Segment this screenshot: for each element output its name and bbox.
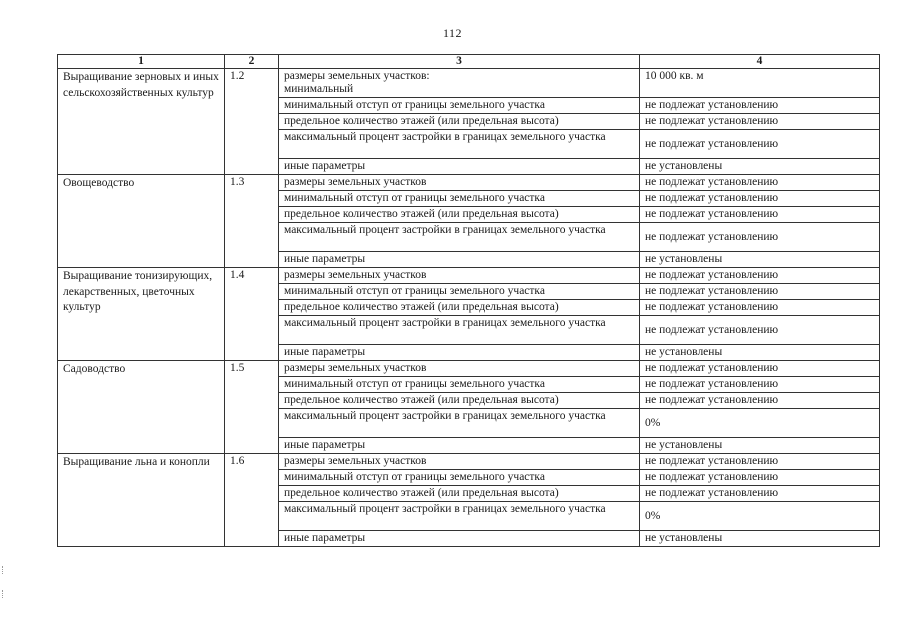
parameter-value: не установлены	[640, 438, 880, 454]
activity-name: Садоводство	[58, 361, 225, 454]
parameter-label: размеры земельных участков:	[284, 70, 430, 82]
parameter-cell	[279, 300, 640, 316]
parameter-value: не подлежат установлению	[640, 130, 880, 159]
parameter-value: не установлены	[640, 531, 880, 547]
parameter-cell	[279, 207, 640, 223]
parameter-label: максимальный процент застройки в границах земельного участка	[284, 131, 606, 143]
parameter-cell	[279, 316, 640, 345]
parameter-value: не подлежат установлению	[640, 300, 880, 316]
parameter-value: не подлежат установлению	[640, 114, 880, 130]
parameter-sublabel: минимальный	[284, 83, 354, 95]
parameter-label: максимальный процент застройки в границах земельного участка	[284, 503, 606, 515]
parameter-value: не установлены	[640, 345, 880, 361]
activity-code: 1.2	[225, 69, 279, 175]
parameter-label: иные параметры	[284, 346, 366, 358]
parameter-label: размеры земельных участков	[284, 269, 427, 281]
margin-mark	[2, 590, 5, 598]
activity-code: 1.4	[225, 268, 279, 361]
parameter-cell	[279, 345, 640, 361]
parameter-cell	[279, 268, 640, 284]
activity-code: 1.6	[225, 454, 279, 547]
parameter-value: не подлежат установлению	[640, 377, 880, 393]
parameter-label: предельное количество этажей (или предельная высота)	[284, 208, 559, 220]
parameters-table	[57, 54, 880, 547]
parameter-label: иные параметры	[284, 439, 366, 451]
parameter-cell	[279, 159, 640, 175]
parameter-label: максимальный процент застройки в границах земельного участка	[284, 317, 606, 329]
parameter-cell	[279, 470, 640, 486]
parameter-label: минимальный отступ от границы земельного участка	[284, 99, 545, 111]
column-header: 2	[225, 55, 279, 69]
parameter-value: не подлежат установлению	[640, 470, 880, 486]
table-row	[58, 361, 880, 377]
table-body	[58, 69, 880, 547]
parameter-value: не подлежат установлению	[640, 284, 880, 300]
parameter-value: не подлежат установлению	[640, 361, 880, 377]
parameter-label: размеры земельных участков	[284, 176, 427, 188]
parameter-cell	[279, 252, 640, 268]
parameter-cell	[279, 531, 640, 547]
parameter-cell	[279, 454, 640, 470]
parameter-label: минимальный отступ от границы земельного участка	[284, 471, 545, 483]
parameter-cell	[279, 223, 640, 252]
table-row	[58, 69, 880, 98]
parameter-value: не подлежат установлению	[640, 98, 880, 114]
parameter-label: иные параметры	[284, 253, 366, 265]
parameter-cell	[279, 114, 640, 130]
parameter-value: не установлены	[640, 252, 880, 268]
margin-mark	[2, 566, 5, 574]
parameter-value: не подлежат установлению	[640, 454, 880, 470]
parameter-label: размеры земельных участков	[284, 362, 427, 374]
parameter-value: не подлежат установлению	[640, 393, 880, 409]
parameter-cell	[279, 438, 640, 454]
activity-code: 1.5	[225, 361, 279, 454]
parameter-cell	[279, 175, 640, 191]
parameter-label: минимальный отступ от границы земельного участка	[284, 378, 545, 390]
parameter-cell	[279, 377, 640, 393]
parameter-value: не подлежат установлению	[640, 268, 880, 284]
parameter-label: минимальный отступ от границы земельного участка	[284, 285, 545, 297]
parameter-cell	[279, 409, 640, 438]
activity-name: Выращивание тонизирующих, лекарственных, цветочных культур	[58, 268, 225, 361]
parameter-value: не подлежат установлению	[640, 316, 880, 345]
parameter-label: предельное количество этажей (или предельная высота)	[284, 487, 559, 499]
parameter-value: не подлежат установлению	[640, 175, 880, 191]
parameter-cell	[279, 98, 640, 114]
parameter-value: не подлежат установлению	[640, 191, 880, 207]
parameter-cell	[279, 191, 640, 207]
table-row	[58, 175, 880, 191]
table-row	[58, 268, 880, 284]
table-row	[58, 454, 880, 470]
parameter-value: не подлежат установлению	[640, 486, 880, 502]
parameter-value: не подлежат установлению	[640, 223, 880, 252]
parameter-cell	[279, 284, 640, 300]
column-header: 4	[640, 55, 880, 69]
parameter-label: предельное количество этажей (или предельная высота)	[284, 394, 559, 406]
activity-name: Выращивание льна и конопли	[58, 454, 225, 547]
activity-name: Овощеводство	[58, 175, 225, 268]
parameter-label: максимальный процент застройки в границах земельного участка	[284, 224, 606, 236]
parameter-label: предельное количество этажей (или предельная высота)	[284, 301, 559, 313]
parameter-value: не подлежат установлению	[640, 207, 880, 223]
activity-name: Выращивание зерновых и иных сельскохозяйственных культур	[58, 69, 225, 175]
parameter-cell	[279, 502, 640, 531]
parameter-cell	[279, 130, 640, 159]
parameter-cell	[279, 486, 640, 502]
parameter-label: иные параметры	[284, 532, 366, 544]
column-header: 1	[58, 55, 225, 69]
header-row	[58, 55, 880, 69]
parameter-value: 0%	[640, 502, 880, 531]
parameter-value: 0%	[640, 409, 880, 438]
parameter-label: максимальный процент застройки в границах земельного участка	[284, 410, 606, 422]
activity-code: 1.3	[225, 175, 279, 268]
parameter-label: предельное количество этажей (или предельная высота)	[284, 115, 559, 127]
parameter-value: не установлены	[640, 159, 880, 175]
parameter-label: размеры земельных участков	[284, 455, 427, 467]
table-header	[58, 55, 880, 69]
parameter-value: 10 000 кв. м	[640, 69, 880, 98]
parameter-cell	[279, 361, 640, 377]
parameter-label: минимальный отступ от границы земельного участка	[284, 192, 545, 204]
parameter-cell	[279, 393, 640, 409]
column-header: 3	[279, 55, 640, 69]
parameter-label: иные параметры	[284, 160, 366, 172]
page-number: 112	[442, 26, 463, 40]
parameter-cell	[279, 69, 640, 98]
